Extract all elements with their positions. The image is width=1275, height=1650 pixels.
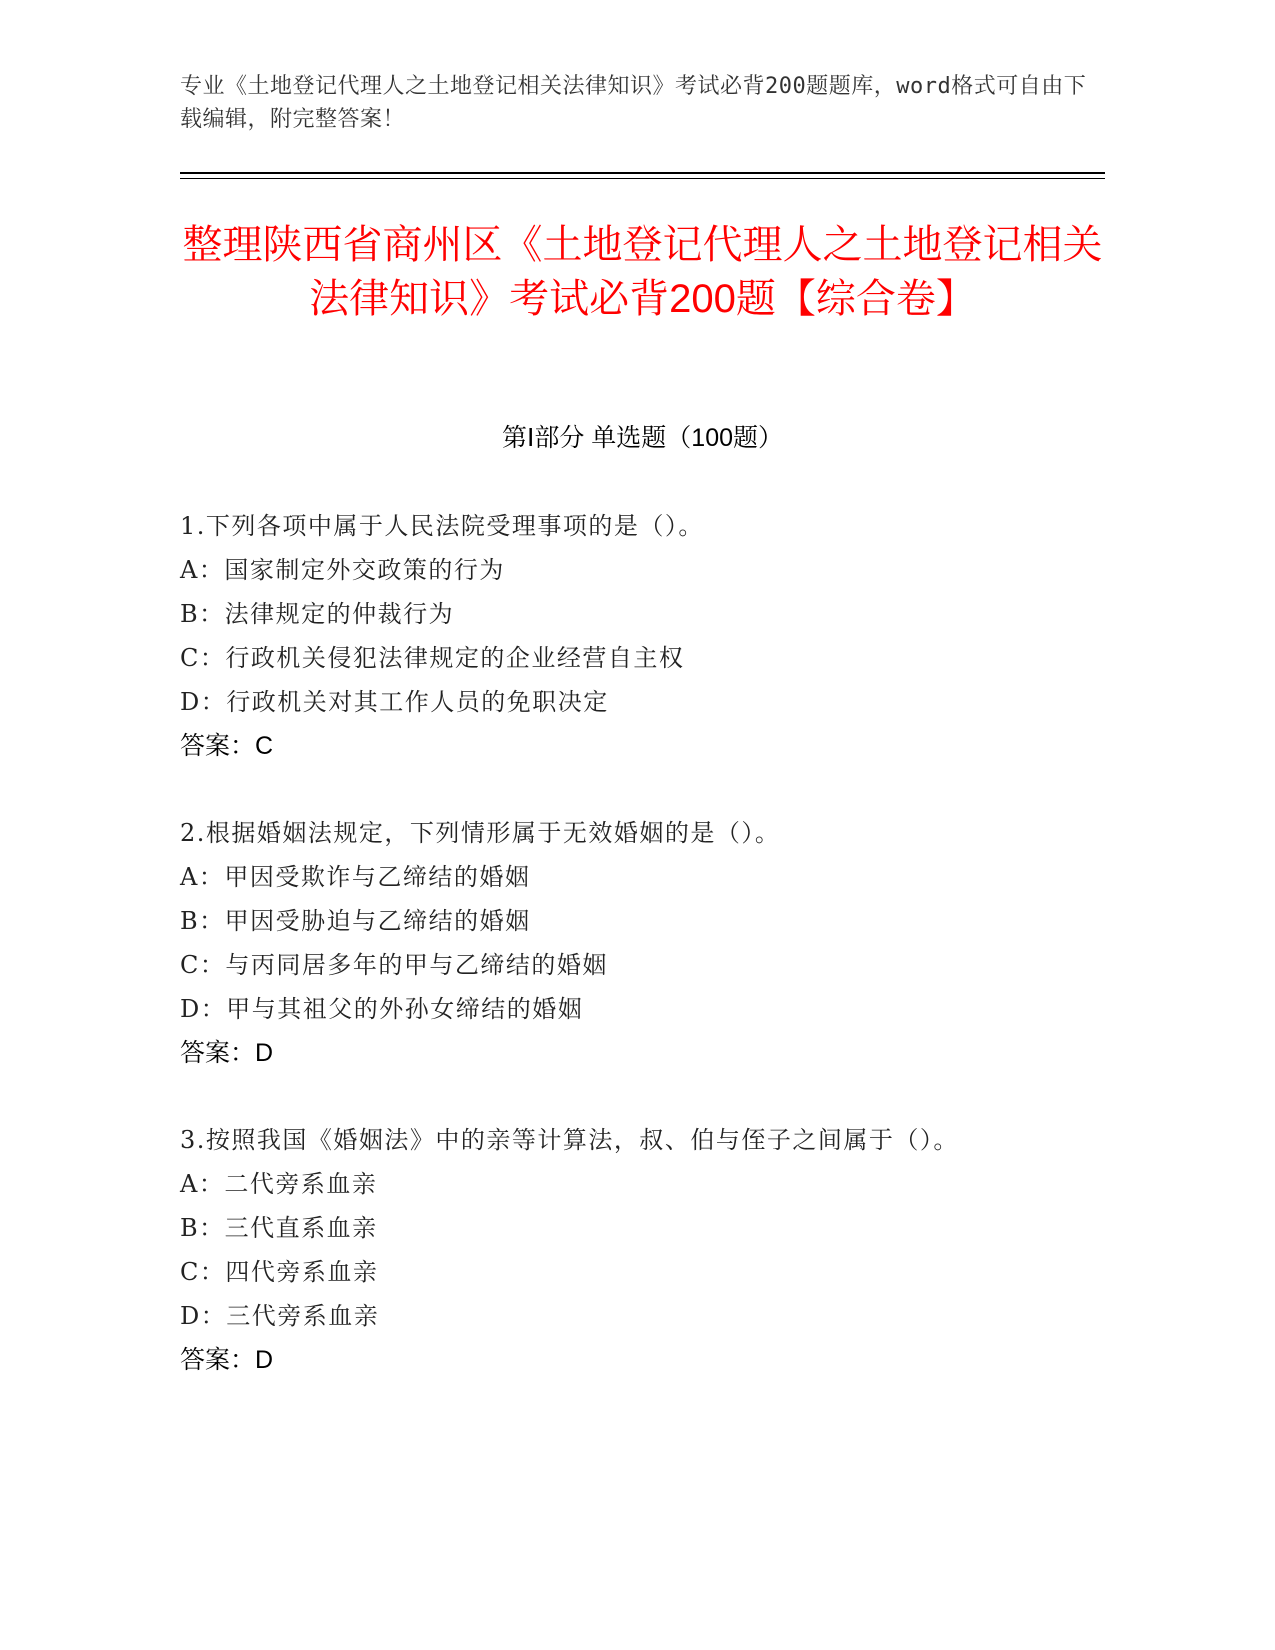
header-note: 专业《土地登记代理人之土地登记相关法律知识》考试必背200题题库，word格式可自由下载编辑，附完整答案！ — [180, 74, 1087, 132]
option-c: C：四代旁系血亲 — [180, 1258, 379, 1286]
option-b: B：甲因受胁迫与乙缔结的婚姻 — [180, 907, 531, 935]
question-item — [180, 811, 1105, 1075]
option-a: A：甲因受欺诈与乙缔结的婚姻 — [180, 863, 531, 891]
answer-text: 答案：C — [180, 732, 274, 760]
option-a: A：国家制定外交政策的行为 — [180, 556, 505, 584]
section-heading: 第Ⅰ部分 单选题（100题） — [501, 424, 784, 452]
option-d: D：行政机关对其工作人员的免职决定 — [180, 688, 609, 716]
answer-text: 答案：D — [180, 1346, 274, 1374]
option-a: A：二代旁系血亲 — [180, 1170, 378, 1198]
option-c: C：行政机关侵犯法律规定的企业经营自主权 — [180, 644, 685, 672]
question-stem: 3.按照我国《婚姻法》中的亲等计算法，叔、伯与侄子之间属于（）。 — [180, 1126, 959, 1154]
option-d: D：甲与其祖父的外孙女缔结的婚姻 — [180, 995, 584, 1023]
option-d: D：三代旁系血亲 — [180, 1302, 380, 1330]
header-divider-thick — [180, 172, 1105, 174]
option-c: C：与丙同居多年的甲与乙缔结的婚姻 — [180, 951, 608, 979]
document-title: 整理陕西省商州区《土地登记代理人之土地登记相关法律知识》考试必背200题【综合卷】 — [182, 223, 1103, 321]
question-list — [180, 504, 1105, 1425]
header-divider-thin — [180, 178, 1105, 179]
answer-text: 答案：D — [180, 1039, 274, 1067]
question-item — [180, 504, 1105, 768]
question-stem: 2.根据婚姻法规定，下列情形属于无效婚姻的是（）。 — [180, 819, 781, 847]
option-b: B：法律规定的仲裁行为 — [180, 600, 455, 628]
option-b: B：三代直系血亲 — [180, 1214, 378, 1242]
question-item — [180, 1118, 1105, 1382]
question-stem: 1.下列各项中属于人民法院受理事项的是（）。 — [180, 512, 704, 540]
